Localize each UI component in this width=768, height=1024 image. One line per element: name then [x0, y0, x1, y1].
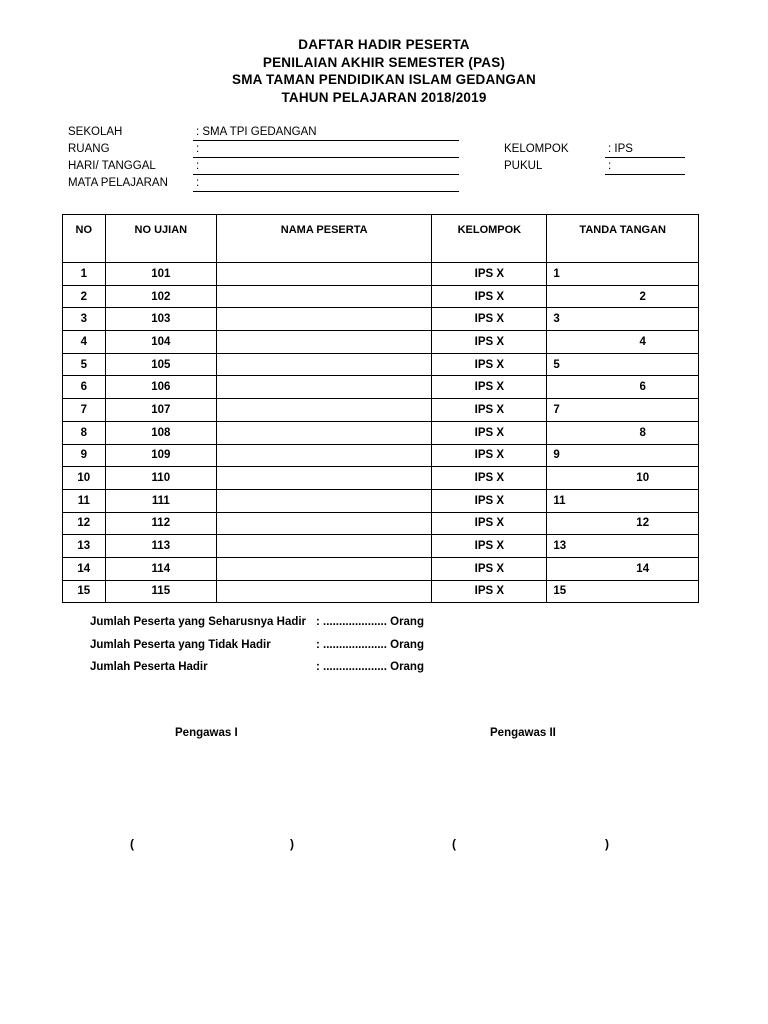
row-no: 2 [63, 285, 106, 308]
row-nama-peserta[interactable] [217, 421, 432, 444]
row-no: 9 [63, 444, 106, 467]
table-row [63, 512, 699, 535]
row-nama-peserta[interactable] [217, 353, 432, 376]
row-kelompok: IPS X [432, 489, 547, 512]
row-nama-peserta[interactable] [217, 535, 432, 558]
row-kelompok: IPS X [432, 557, 547, 580]
row-nama-peserta[interactable] [217, 580, 432, 603]
row-nama-peserta[interactable] [217, 331, 432, 354]
table-row [63, 557, 699, 580]
row-no-ujian: 113 [105, 535, 217, 558]
row-nama-peserta[interactable] [217, 467, 432, 490]
pengawas-1-open-paren: ( [130, 837, 134, 851]
row-nama-peserta[interactable] [217, 399, 432, 422]
pengawas-2-open-paren: ( [452, 837, 456, 851]
row-kelompok: IPS X [432, 263, 547, 286]
row-no-ujian: 101 [105, 263, 217, 286]
row-tanda-tangan[interactable]: 11 [547, 489, 699, 512]
row-tanda-tangan[interactable]: 13 [547, 535, 699, 558]
table-row [63, 353, 699, 376]
title-line-3: SMA TAMAN PENDIDIKAN ISLAM GEDANGAN [232, 72, 536, 87]
table-row [63, 421, 699, 444]
row-tanda-tangan[interactable]: 9 [547, 444, 699, 467]
table-row [63, 535, 699, 558]
row-no: 10 [63, 467, 106, 490]
row-no: 5 [63, 353, 106, 376]
table-row [63, 331, 699, 354]
row-tanda-tangan[interactable]: 2 [547, 285, 699, 308]
row-no: 8 [63, 421, 106, 444]
row-nama-peserta[interactable] [217, 285, 432, 308]
summary-seharusnya-label: Jumlah Peserta yang Seharusnya Hadir [90, 616, 307, 628]
row-no-ujian: 112 [105, 512, 217, 535]
row-kelompok: IPS X [432, 376, 547, 399]
row-no: 12 [63, 512, 106, 535]
pukul-field[interactable]: : [605, 160, 685, 175]
row-no: 14 [63, 557, 106, 580]
ruang-label: RUANG [68, 143, 110, 155]
row-tanda-tangan[interactable]: 14 [547, 557, 699, 580]
row-nama-peserta[interactable] [217, 376, 432, 399]
row-no-ujian: 105 [105, 353, 217, 376]
table-row [63, 399, 699, 422]
table-row [63, 263, 699, 286]
row-tanda-tangan[interactable]: 10 [547, 467, 699, 490]
table-row [63, 444, 699, 467]
row-no-ujian: 114 [105, 557, 217, 580]
pengawas-2-label: Pengawas II [490, 727, 556, 739]
sekolah-field[interactable]: : SMA TPI GEDANGAN [193, 126, 459, 141]
pengawas-2-close-paren: ) [605, 837, 609, 851]
hari-field[interactable]: : [193, 160, 459, 175]
kelompok-field[interactable]: : IPS [605, 143, 685, 158]
summary-hadir-value[interactable]: : .................... Orang [316, 661, 424, 673]
row-no-ujian: 115 [105, 580, 217, 603]
row-no-ujian: 103 [105, 308, 217, 331]
ruang-field[interactable]: : [193, 143, 459, 158]
hari-label: HARI/ TANGGAL [68, 160, 156, 172]
row-no: 1 [63, 263, 106, 286]
row-nama-peserta[interactable] [217, 263, 432, 286]
row-tanda-tangan[interactable]: 12 [547, 512, 699, 535]
row-tanda-tangan[interactable]: 15 [547, 580, 699, 603]
row-tanda-tangan[interactable]: 1 [547, 263, 699, 286]
row-tanda-tangan[interactable]: 4 [547, 331, 699, 354]
row-kelompok: IPS X [432, 512, 547, 535]
row-kelompok: IPS X [432, 399, 547, 422]
title-line-1: DAFTAR HADIR PESERTA [298, 37, 470, 52]
document-title [0, 36, 768, 106]
row-no: 11 [63, 489, 106, 512]
row-no: 6 [63, 376, 106, 399]
row-no-ujian: 106 [105, 376, 217, 399]
row-no: 4 [63, 331, 106, 354]
row-kelompok: IPS X [432, 467, 547, 490]
row-nama-peserta[interactable] [217, 308, 432, 331]
row-no-ujian: 107 [105, 399, 217, 422]
mapel-label: MATA PELAJARAN [68, 177, 168, 189]
header-kelompok: KELOMPOK [432, 215, 547, 263]
row-nama-peserta[interactable] [217, 489, 432, 512]
summary-hadir-label: Jumlah Peserta Hadir [90, 661, 208, 673]
table-row [63, 489, 699, 512]
row-no: 3 [63, 308, 106, 331]
table-row [63, 467, 699, 490]
row-kelompok: IPS X [432, 331, 547, 354]
row-kelompok: IPS X [432, 285, 547, 308]
row-kelompok: IPS X [432, 535, 547, 558]
row-no-ujian: 104 [105, 331, 217, 354]
row-tanda-tangan[interactable]: 8 [547, 421, 699, 444]
title-line-4: TAHUN PELAJARAN 2018/2019 [281, 89, 487, 105]
mapel-field[interactable]: : [193, 177, 459, 192]
header-no-ujian: NO UJIAN [105, 215, 217, 263]
row-no: 13 [63, 535, 106, 558]
row-tanda-tangan[interactable]: 5 [547, 353, 699, 376]
row-tanda-tangan[interactable]: 7 [547, 399, 699, 422]
row-nama-peserta[interactable] [217, 444, 432, 467]
summary-tidak-hadir-value[interactable]: : .................... Orang [316, 639, 424, 651]
row-no: 15 [63, 580, 106, 603]
row-tanda-tangan[interactable]: 3 [547, 308, 699, 331]
row-no-ujian: 102 [105, 285, 217, 308]
row-kelompok: IPS X [432, 421, 547, 444]
row-kelompok: IPS X [432, 580, 547, 603]
header-nama-peserta: NAMA PESERTA [217, 215, 432, 263]
pengawas-1-label: Pengawas I [175, 727, 238, 739]
sekolah-label: SEKOLAH [68, 126, 123, 138]
row-kelompok: IPS X [432, 444, 547, 467]
table-row [63, 580, 699, 603]
pengawas-1-close-paren: ) [290, 837, 294, 851]
summary-seharusnya-value[interactable]: : .................... Orang [316, 616, 424, 628]
summary-tidak-hadir-label: Jumlah Peserta yang Tidak Hadir [90, 639, 271, 651]
table-row [63, 308, 699, 331]
attendance-table [62, 214, 699, 603]
row-kelompok: IPS X [432, 308, 547, 331]
row-tanda-tangan[interactable]: 6 [547, 376, 699, 399]
table-header-row [63, 215, 699, 263]
row-nama-peserta[interactable] [217, 557, 432, 580]
row-nama-peserta[interactable] [217, 512, 432, 535]
row-no-ujian: 111 [105, 489, 217, 512]
row-no-ujian: 110 [105, 467, 217, 490]
kelompok-label: KELOMPOK [504, 143, 569, 155]
title-line-2: PENILAIAN AKHIR SEMESTER (PAS) [262, 54, 506, 70]
row-no: 7 [63, 399, 106, 422]
header-no: NO [63, 215, 106, 263]
row-kelompok: IPS X [432, 353, 547, 376]
row-no-ujian: 109 [105, 444, 217, 467]
row-no-ujian: 108 [105, 421, 217, 444]
pukul-label: PUKUL [504, 160, 543, 172]
table-row [63, 376, 699, 399]
table-row [63, 285, 699, 308]
header-tanda-tangan: TANDA TANGAN [547, 215, 699, 263]
